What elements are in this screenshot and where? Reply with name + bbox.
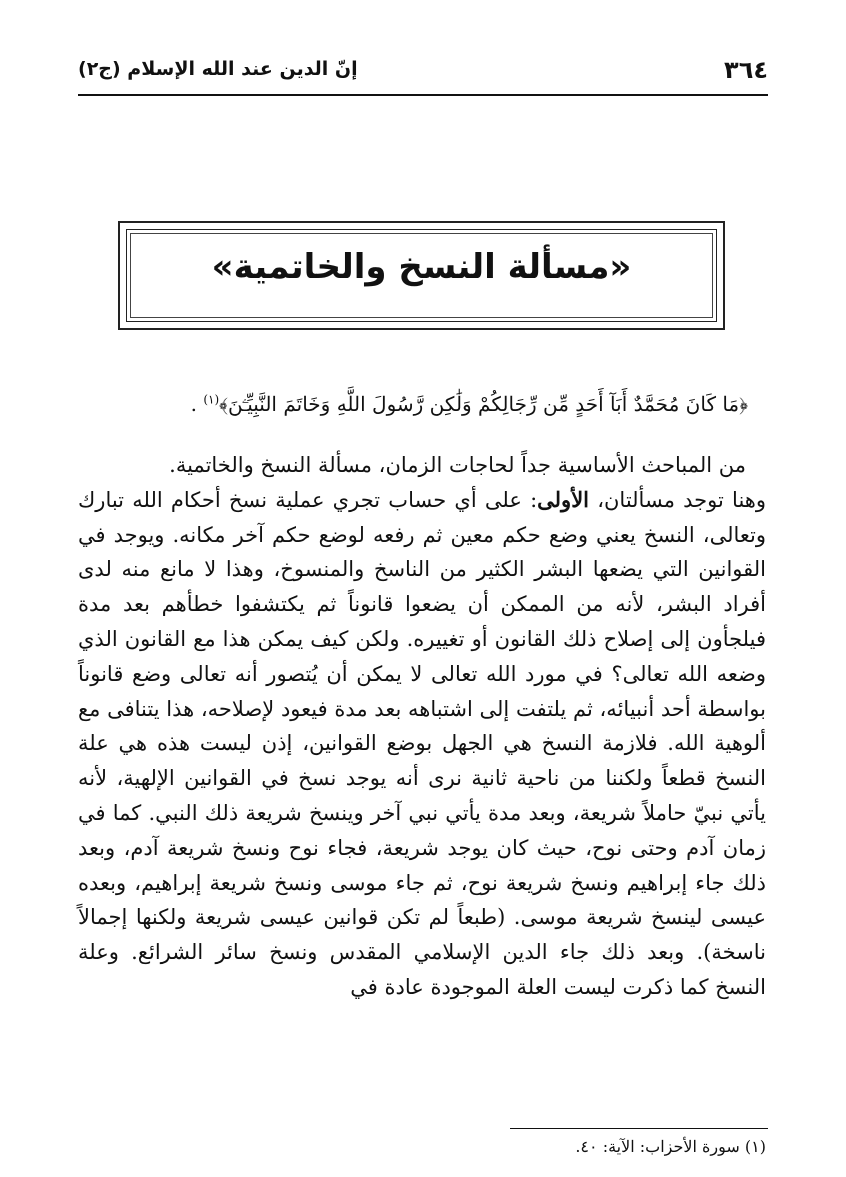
header-rule — [78, 94, 768, 96]
page-number: ٣٦٤ — [724, 56, 768, 84]
footnote: (١) سورة الأحزاب: الآية: ٤٠. — [575, 1137, 766, 1156]
paragraph-1: من المباحث الأساسية جداً لحاجات الزمان، مسألة النسخ والخاتمية. — [169, 453, 746, 477]
body-text — [78, 448, 766, 1005]
verse-text: ﴿مَا كَانَ مُحَمَّدٌ أَبَآ أَحَدٍ مِّن رِّجَالِكُمْ وَلَٰكِن رَّسُولَ اللَّهِ وَخَاتَمَ النَّبِيِّـۧنَ﴾ — [219, 392, 748, 416]
verse-footnote-marker: (١) — [203, 392, 220, 407]
chapter-title-frame — [118, 221, 725, 330]
running-header — [78, 52, 768, 92]
quran-verse — [190, 392, 748, 416]
chapter-title: «مسألة النسخ والخاتمية» — [211, 247, 632, 287]
paragraph-2-bold: الأولى — [537, 486, 590, 512]
paragraph-2-rest: : على أي حساب تجري عملية نسخ أحكام الله تبارك وتعالى، النسخ يعني وضع حكم معين ثم رفعه لوضع حكم آخر مكانه. ويوجد في القوانين التي يضعها البشر الكثير من الناسخ والمنسوخ، وهذا لا مانع منه لدى أفراد البشر، لأنه من الممكن أن يضعوا قانوناً ثم يكتشفوا خطأهم بعد مدة فيلجأون إلى إصلاح ذلك القانون أو تغييره. ولكن كيف يمكن هذا مع القانون الذي وضعه الله تعالى؟ في مورد الله تعالى لا يمكن أن يُتصور أنه تعالى وضع قانوناً بواسطة أحد أنبيائه، ثم يلتفت إلى اشتباهه بعد مدة فيعود لإصلاحه، هذا يتنافى مع ألوهية الله. فلازمة النسخ هي الجهل بوضع القوانين، إذن ليست هذه هي علة النسخ قطعاً ولكننا من ناحية ثانية نرى أنه يوجد نسخ في القوانين الإلهية، لأنه يأتي نبيّ حاملاً شريعة، وبعد مدة يأتي نبي آخر وينسخ شريعة ذلك النبي. كما في زمان آدم وحتى نوح، حيث كان يوجد شريعة، فجاء نوح ونسخ شريعة آدم، وبعد ذلك جاء إبراهيم ونسخ شريعة نوح، ثم جاء موسى ونسخ شريعة إبراهيم، وبعده عيسى لينسخ شريعة موسى. (طبعاً لم تكن قوانين عيسى شريعة ولكنها إجمالاً ناسخة). وبعد ذلك جاء الدين الإسلامي المقدس ونسخ سائر الشرائع. وعلة النسخ كما ذكرت ليست العلة الموجودة عادة في — [78, 487, 766, 999]
verse-end: . — [190, 392, 197, 416]
book-title: إنّ الدين عند الله الإسلام (ج٢) — [78, 58, 358, 80]
paragraph-2-start: وهنا توجد مسألتان، — [589, 487, 767, 512]
footnote-rule — [510, 1128, 768, 1129]
paragraph-2 — [78, 483, 766, 1005]
